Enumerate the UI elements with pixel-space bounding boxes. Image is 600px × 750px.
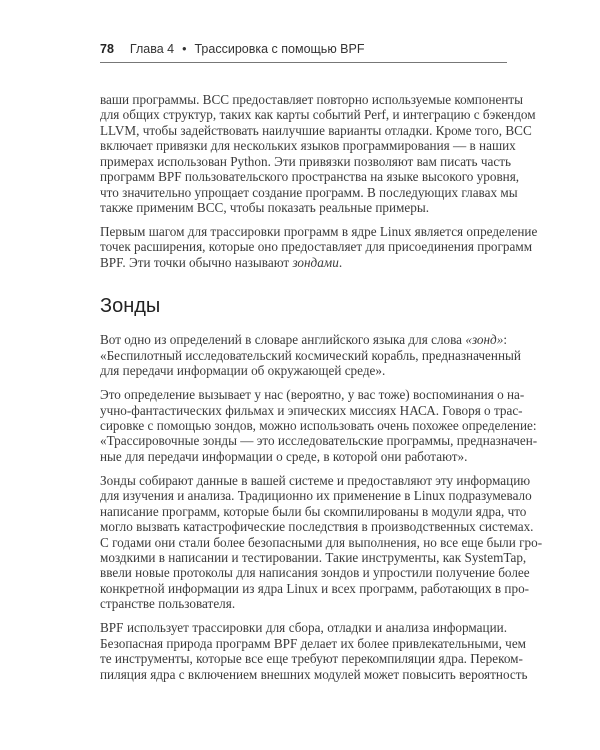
text-line: могло вызвать катастрофические последствия в производственных системах. — [100, 519, 534, 535]
text-line: странстве пользователя. — [100, 596, 236, 612]
text-line: включает привязки для нескольких языков программирования — в наших — [100, 138, 516, 154]
text-line: Это определение вызывает у нас (вероятно, у вас тоже) воспоминания о на- — [100, 387, 525, 403]
emphasis: зондами — [292, 254, 339, 270]
header-separator: • — [182, 42, 187, 56]
text-line: для передачи информации об окружающей среде». — [100, 363, 386, 379]
paragraph — [100, 332, 521, 379]
text-line: С годами они стали более безопасными для выполнения, но все еще были гро- — [100, 534, 543, 550]
text-line: ввели новые протоколы для написания зондов и упростили получение более — [100, 565, 530, 581]
running-header — [100, 42, 507, 63]
page-number: 78 — [100, 42, 114, 56]
text-line: пиляция ядра с включением внешних модулей может повысить вероятность — [100, 666, 528, 682]
paragraph — [100, 387, 538, 464]
paragraph — [100, 92, 536, 216]
text-line: точек расширения, которые оно предоставляет для присоединения программ — [100, 239, 533, 255]
emphasis: «зонд» — [465, 332, 504, 348]
text-line: ные для передачи информации о среде, в которой они работают». — [100, 448, 468, 464]
text-line: Безопасная природа программ BPF делает их более привлекательными, чем — [100, 635, 527, 651]
text-line: ваши программы. BCC предоставляет повторно используемые компоненты — [100, 92, 524, 107]
chapter-title: Трассировка с помощью BPF — [194, 42, 365, 56]
paragraph — [100, 472, 543, 612]
page-body — [100, 92, 543, 691]
section-paragraphs — [100, 332, 543, 682]
text-line: конкретной информации из ядра Linux и всех программ, работающих в про- — [100, 580, 530, 596]
text-line: для изучения и анализа. Традиционно их применение в Linux подразумевало — [100, 488, 532, 504]
text-line: учно-фантастических фильмах и эпических миссиях НАСА. Говоря о трас- — [100, 402, 523, 418]
text-line: также применим BCC, чтобы показать реальные примеры. — [100, 200, 430, 216]
text-line: Зонды собирают данные в вашей системе и предоставляют эту информацию — [100, 472, 531, 488]
chapter-label: Глава 4 — [129, 42, 175, 56]
text-line: те инструменты, которые все еще требуют перекомпиляции ядра. Переком- — [100, 651, 523, 667]
text-line: программ BPF пользовательского пространства на языке высокого уровня, — [100, 169, 520, 185]
paragraph — [100, 620, 528, 682]
text-line: сировке с помощью зондов, можно использовать очень похожее определение: — [100, 418, 537, 433]
text-line: для общих структур, таких как карты событий Perf, и интеграцию с бэкендом — [100, 107, 536, 123]
text-line: Первым шагом для трассировки программ в ядре Linux является определение — [100, 224, 538, 239]
section-heading: Зонды — [100, 295, 161, 318]
intro-paragraphs — [100, 92, 538, 270]
text-line: BPF. Эти точки обычно называют зондами. — [100, 254, 343, 270]
text-line: LLVM, чтобы задействовать наилучшие варианты отладки. Кроме того, BCC — [100, 122, 532, 138]
paragraph — [100, 224, 538, 270]
text-line: Вот одно из определений в словаре английского языка для слова «зонд»: — [100, 332, 507, 348]
text-line: написание программ, которые были бы скомпилированы в модули ядра, что — [100, 503, 527, 519]
text-line: BPF использует трассировки для сбора, отладки и анализа информации. — [100, 620, 507, 636]
text-line: «Трассировочные зонды — это исследовательские программы, предназначен- — [100, 433, 538, 449]
text-line: примерах использован Python. Эти привязки позволяют вам писать часть — [100, 153, 511, 169]
text-line: моздкими в написании и тестировании. Такие инструменты, как SystemTap, — [100, 550, 527, 565]
text-line: что значительно упрощает создание программ. В последующих главах мы — [100, 184, 518, 200]
text-line: «Беспилотный исследовательский космический корабль, предназначенный — [100, 347, 521, 363]
